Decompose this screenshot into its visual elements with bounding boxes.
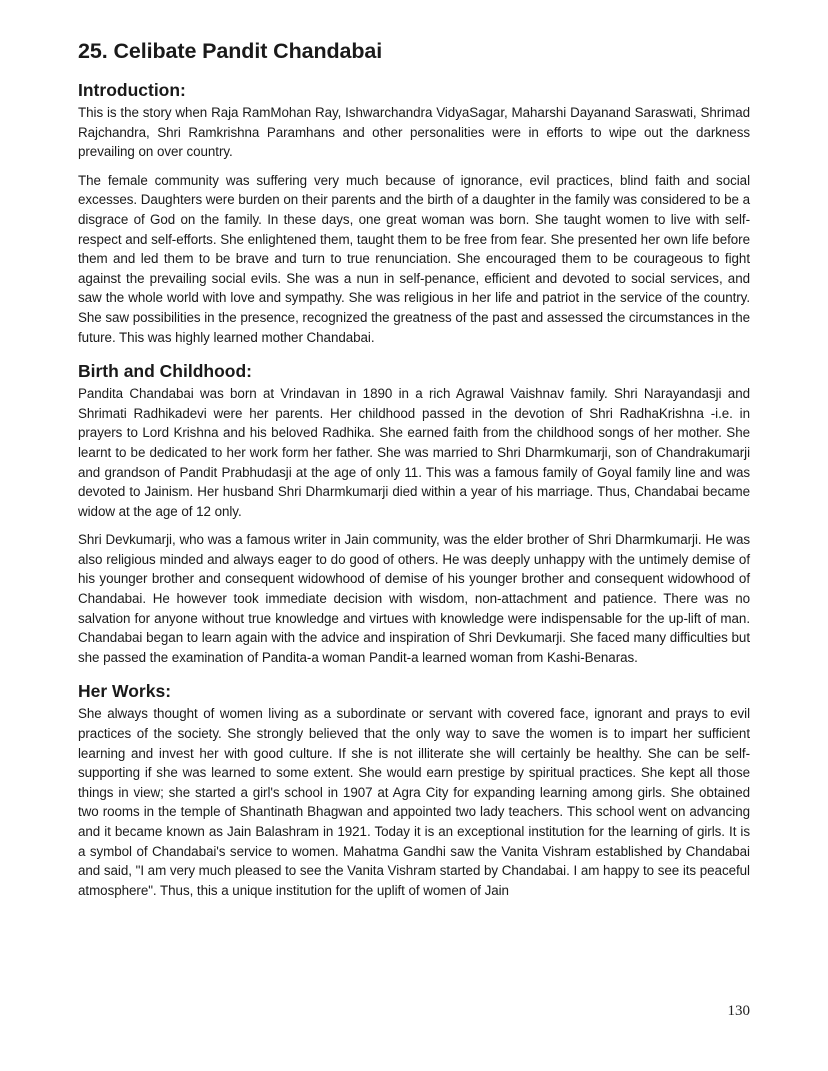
document-page xyxy=(78,36,750,912)
page-title: 25. Celibate Pandit Chandabai xyxy=(78,39,383,63)
section-heading: Introduction: xyxy=(78,80,186,100)
paragraph: Pandita Chandabai was born at Vrindavan in 1890 in a rich Agrawal Vaishnav family. Shri Narayandasji and Shrimati Radhikadevi were her parents. Her childhood passed in the devotion of Shri RadhaKrishna -i.e. in prayers to Lord Krishna and his beloved Radhika. She earned faith from the childhood songs of her mother. She learnt to be dedicated to her work form her father. She was married to Shri Dharmkumarji, son of Chandrakumarji and grandson of Pandit Prabhudasji at the age of only 11. This was a famous family of Goyal family line and was devoted to Jainism. Her husband Shri Dharmkumarji died within a year of his marriage. Thus, Chandabai became widow at the age of 12 only. xyxy=(78,386,750,519)
section-birth-and-childhood xyxy=(78,359,750,667)
paragraph: The female community was suffering very much because of ignorance, evil practices, blind faith and social excesses. Daughters were burden on their parents and the birth of a daughter in the family was considered to be a disgrace of God on the family. In these days, one great woman was born. She taught women to live with self-respect and self-efforts. She enlightened them, taught them to be free from fear. She presented her own life before them and led them to be brave and turn to true renunciation. She encouraged them to be courageous to fight against the prevailing social evils. She was a nun in self-penance, efficient and devoted to social services, and saw the whole world with love and sympathy. She was religious in her life and patriot in the service of the country. She saw possibilities in the presence, recognized the greatness of the past and assessed the circumstances in the future. This was highly learned mother Chandabai. xyxy=(78,172,750,345)
section-introduction xyxy=(78,78,750,347)
paragraph: Shri Devkumarji, who was a famous writer in Jain community, was the elder brother of Shri Dharmkumarji. He was also religious minded and always eager to do good of others. He was deeply unhappy with the untimely demise of his younger brother and consequent widowhood of demise of his younger brother and consequent widowhood of Chandabai. He however took immediate decision with wisdom, non-attachment and patience. There was no salvation for anyone without true knowledge and virtues with knowledge were indispensable for the up-lift of man. Chandabai began to learn again with the advice and inspiration of Shri Devkumarji. She faced many difficulties but she passed the examination of Pandita-a woman Pandit-a learned woman from Kashi-Benaras. xyxy=(78,532,750,665)
section-heading: Birth and Childhood: xyxy=(78,361,252,382)
section-her-works xyxy=(78,679,750,900)
paragraph: This is the story when Raja RamMohan Ray, Ishwarchandra VidyaSagar, Maharshi Dayanand Saraswati, Shrimad Rajchandra, Shri Ramkrishna Paramhans and other personalities were in efforts to wipe out the darkness prevailing on over country. xyxy=(78,105,750,160)
section-heading: Her Works: xyxy=(78,681,172,702)
page-number: 130 xyxy=(727,1003,750,1019)
paragraph: She always thought of women living as a subordinate or servant with covered face, ignorant and prays to evil practices of the society. She strongly believed that the only way to save the women is to impart her sufficient learning and invest her with good culture. If she is not illiterate she will certainly be healthy. She can be self-supporting if she was learned to some extent. She would earn prestige by spiritual practices. She kept all those things in view; she started a girl's school in 1907 at Agra City for expanding learning among girls. She obtained two rooms in the temple of Shantinath Bhagwan and appointed two lady teachers. This school went on advancing and it became known as Jain Balashram in 1921. Today it is an exceptional institution for the learning of girls. It is a symbol of Chandabai's service to women. Mahatma Gandhi saw the Vanita Vishram established by Chandabai and said, "I am very much pleased to see the Vanita Vishram started by Chandabai. I am happy to see its peaceful atmosphere". Thus, this a unique institution for the uplift of women of Jain xyxy=(78,706,750,898)
